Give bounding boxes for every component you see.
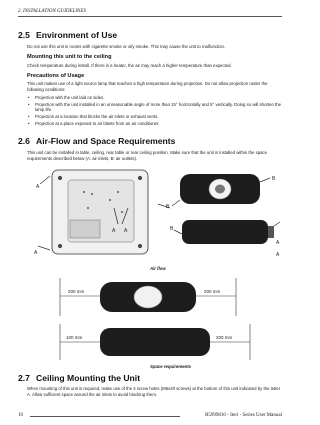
section-number: 2.6 bbox=[18, 136, 30, 146]
label-a-inlet: A bbox=[276, 252, 280, 258]
section-heading-ceiling bbox=[18, 373, 140, 383]
list-item: • Projection with the unit laid on sides. bbox=[27, 95, 283, 101]
section-title: Environment of Use bbox=[36, 30, 118, 40]
running-head: 2. INSTALLATION GUIDELINES bbox=[18, 9, 86, 14]
list-item: • Projection at a location that blocks the air inlets or exhaust vents. bbox=[27, 114, 283, 120]
label-a-inlet: A bbox=[34, 250, 38, 256]
footer-rule bbox=[30, 416, 180, 417]
label-a-inlet: A bbox=[112, 228, 116, 234]
section-number: 2.5 bbox=[18, 30, 30, 40]
list-item: • Projection at a place exposed to air blasts from an air conditioner. bbox=[27, 121, 283, 127]
subheading-ceiling-mount: Mounting this unit to the ceiling bbox=[27, 54, 112, 60]
list-item: • Projection with the unit installed in an unreasonable angle of more than 15° horizontally and 5° vertically. Doing so will shorten the lamp life. bbox=[27, 102, 283, 113]
label-a-inlet: A bbox=[36, 184, 40, 190]
section-number: 2.7 bbox=[18, 373, 30, 383]
ceiling-text: When mounting of this unit is required, make use of the 4 screw holes (M5x20 screws) at the bottom of this unit indicated by the letter A. Allow sufficient space around the air inlets to avoid blocking them. bbox=[27, 386, 281, 397]
projector-side-placement bbox=[60, 324, 250, 360]
dim-bottom-left: 100 mm bbox=[66, 335, 83, 340]
mounting-text: Check temperature during install. If there is a heater, the air may reach a higher temperature than expected. bbox=[27, 63, 232, 68]
space-requirements-figure bbox=[40, 276, 270, 362]
section-title: Ceiling Mounting the Unit bbox=[36, 373, 141, 383]
airflow-figure bbox=[30, 164, 282, 262]
document-id: R5999810 - Iteri - Series User Manual bbox=[205, 413, 282, 418]
dim-top-right: 200 mm bbox=[204, 289, 221, 294]
header-rule bbox=[18, 16, 282, 17]
section-heading-airflow bbox=[18, 136, 175, 146]
label-b-outlet: B bbox=[170, 226, 174, 232]
label-b-outlet: B bbox=[272, 176, 276, 182]
projector-bottom-view bbox=[34, 170, 170, 256]
label-a-inlet: A bbox=[276, 240, 280, 246]
dim-bottom-right: 200 mm bbox=[216, 335, 233, 340]
label-b-outlet: B bbox=[166, 204, 170, 210]
section-title: Air-Flow and Space Requirements bbox=[36, 136, 176, 146]
section-heading-environment bbox=[18, 30, 117, 40]
page-number: 10 bbox=[18, 413, 23, 418]
caption-space-requirements: Space requirements bbox=[150, 364, 192, 369]
label-a-inlet: A bbox=[124, 228, 128, 234]
precautions-text: This unit makes use of a light source lamp that reaches a high temperature during projection. Do not allow projection under the following conditions: bbox=[27, 81, 268, 92]
projector-front-view bbox=[166, 174, 276, 210]
subheading-precautions: Precautions of Usage bbox=[27, 73, 85, 79]
dim-top-left: 200 mm bbox=[68, 289, 85, 294]
caption-airflow: Air flow bbox=[150, 266, 166, 271]
airflow-text: This unit can be installed in table, ceiling, rear table or rear ceiling position. Make sure that the unit is installed within the space requirements described below (A: air inlets, B: air outlets). bbox=[27, 150, 268, 161]
precautions-list bbox=[27, 95, 283, 128]
projector-side-view bbox=[170, 220, 280, 258]
environment-intro: Do not use this unit in rooms with cigarette smoke or oily smoke. This may cause the unit to malfunction. bbox=[27, 44, 226, 49]
projector-top-placement bbox=[60, 278, 236, 316]
